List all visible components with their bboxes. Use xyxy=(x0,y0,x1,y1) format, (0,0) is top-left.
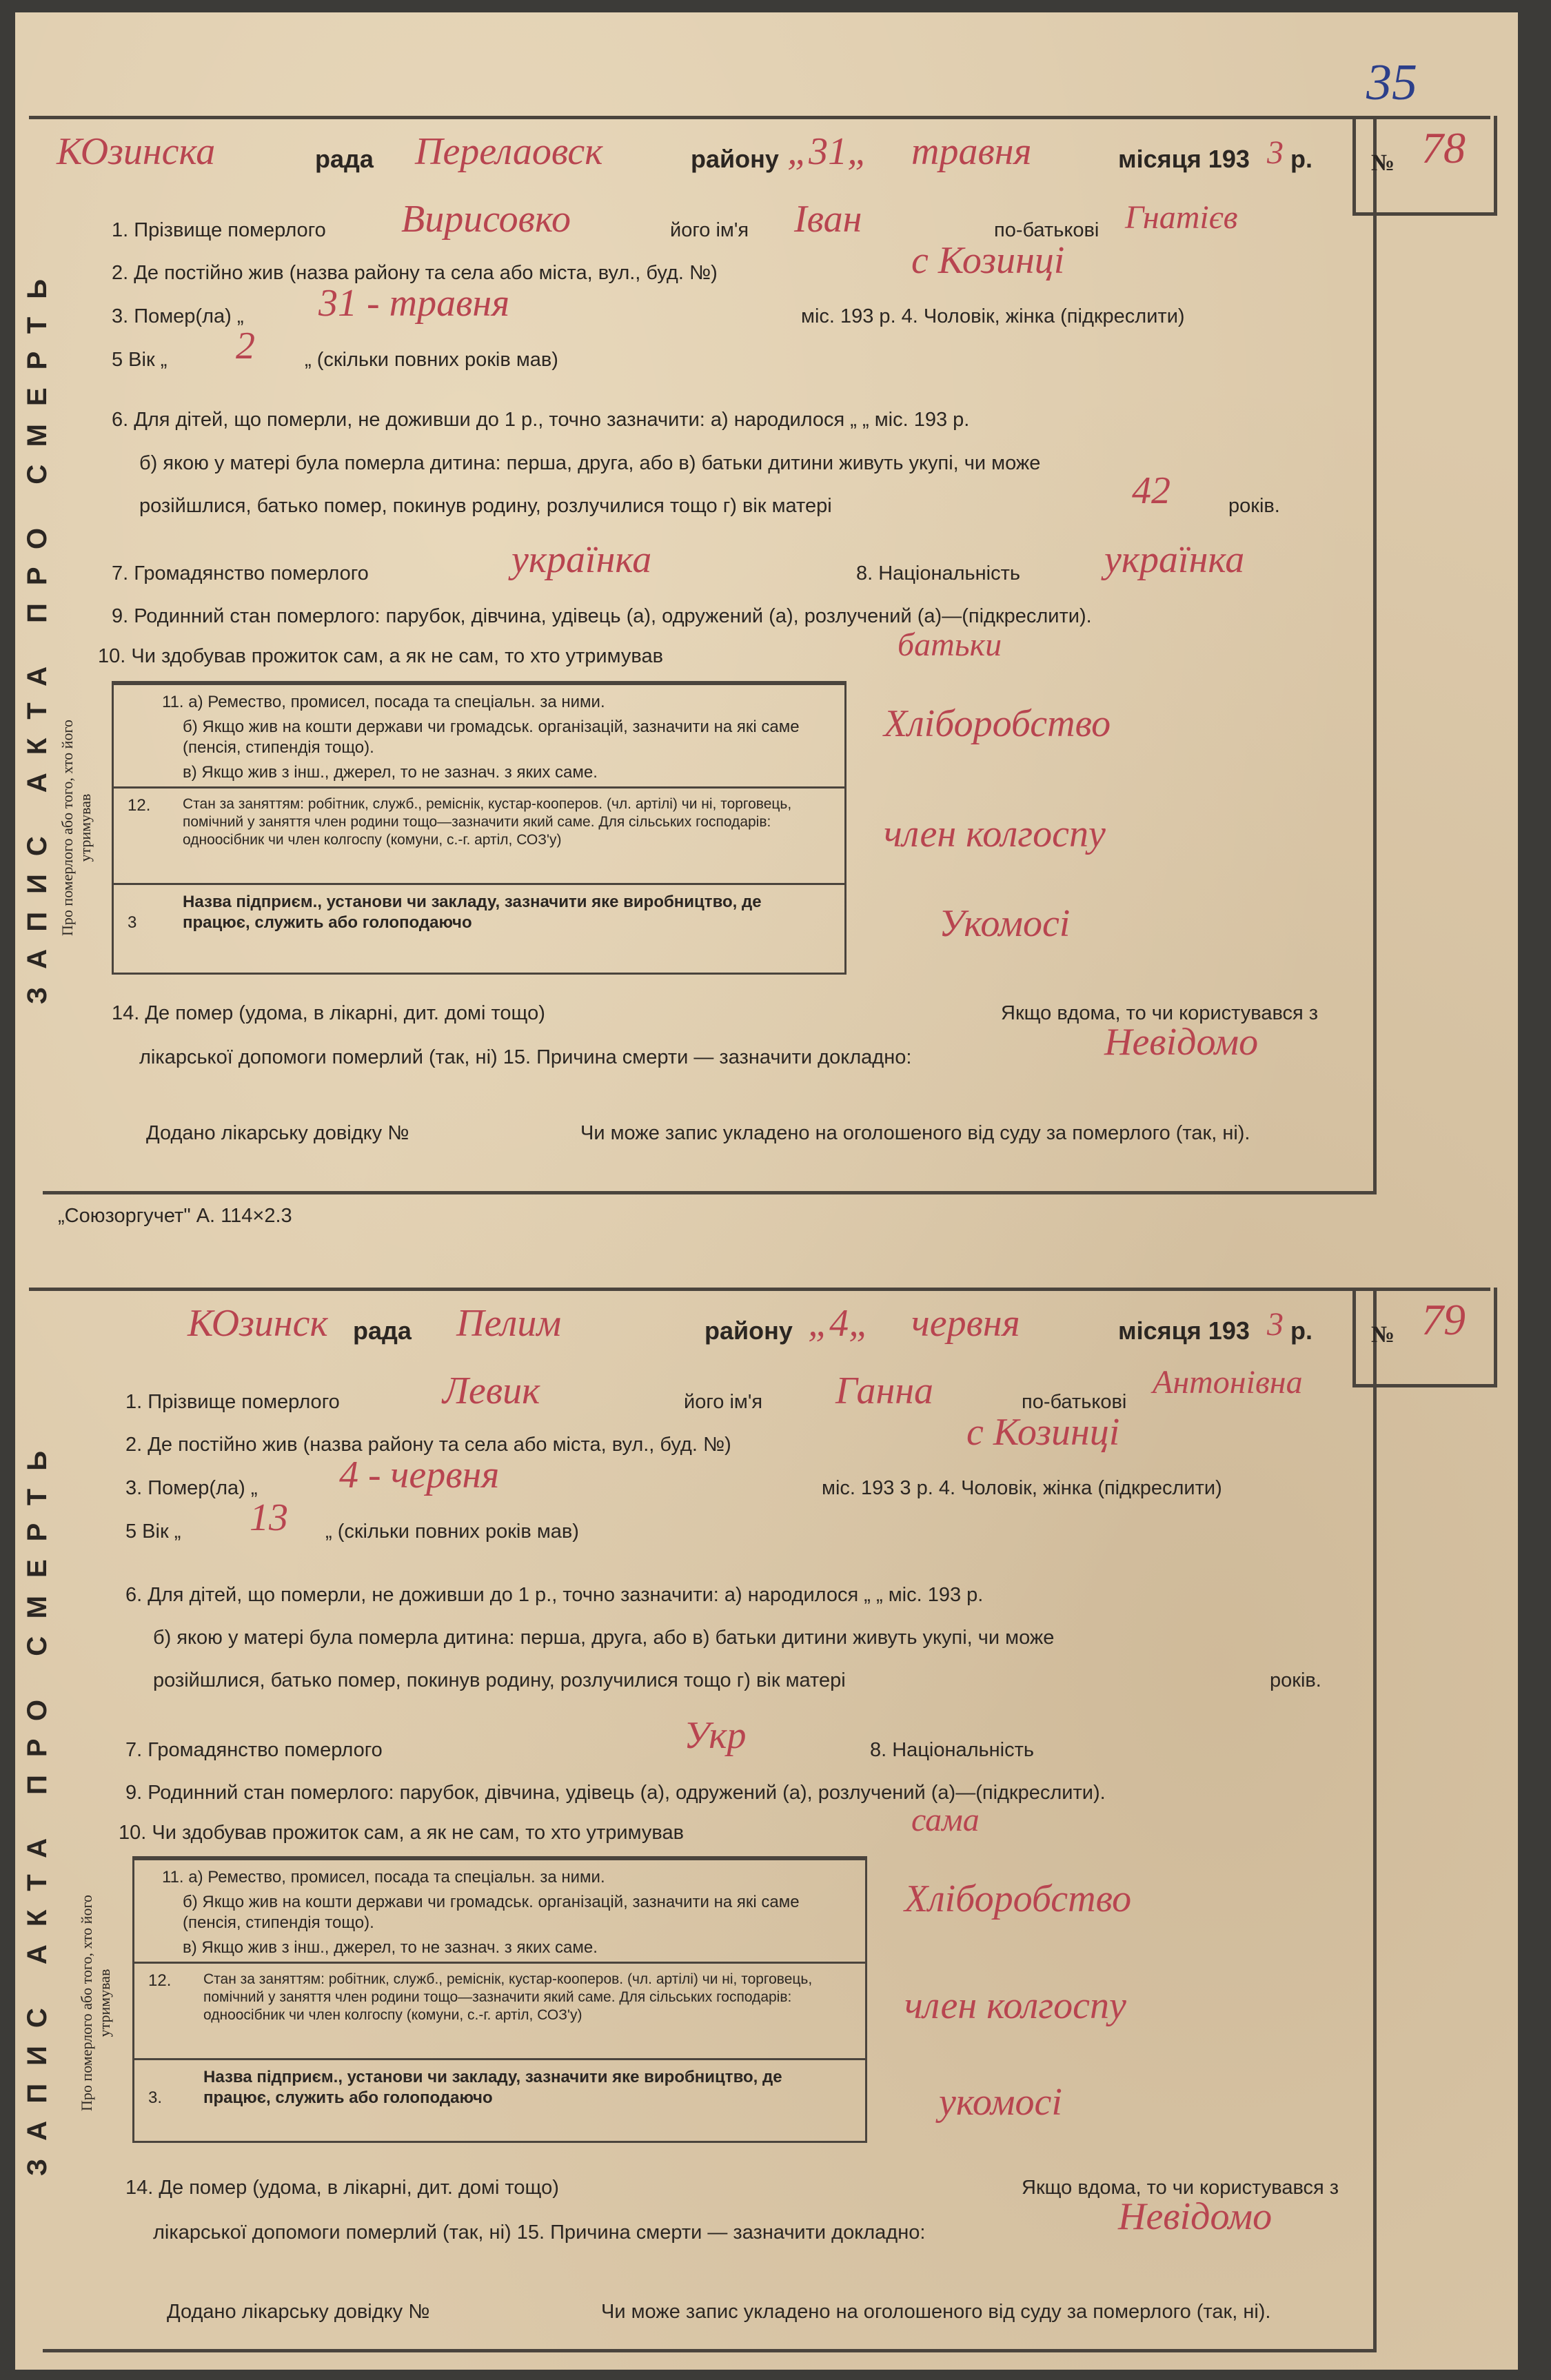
rada-handwritten: КОзинска xyxy=(57,130,216,173)
field-court: Чи може запис укладено на оголошеного від суду за померлого (так, ні). xyxy=(601,2301,1271,2323)
number-label: № xyxy=(1371,1322,1395,1347)
record-number: 79 xyxy=(1421,1295,1466,1344)
occupation-vertical-label: Про померлого або того, хто його утримував xyxy=(78,1895,113,2111)
field-support: 10. Чи здобував прожиток сам, а як не сам, то хто утримував xyxy=(119,1822,685,1844)
workplace-handwritten: укомосі xyxy=(939,2081,1062,2124)
field-name: його ім'я xyxy=(684,1391,763,1413)
year-handwritten: 3 xyxy=(1267,134,1284,171)
field-workplace: Назва підприєм., установи чи закладу, зазначити яке виробництво, де працює, служить або голоподаючо xyxy=(183,893,762,932)
patronymic-handwritten: Антонівна xyxy=(1153,1364,1303,1401)
region-handwritten: Пелим xyxy=(456,1302,562,1345)
status-handwritten: член колгоспу xyxy=(884,813,1106,855)
month-handwritten: травня xyxy=(911,130,1032,173)
death-record-card-1 xyxy=(22,116,1466,1194)
field-home-care: Якщо вдома, то чи користувався з xyxy=(1001,1002,1319,1024)
field-infant-parents: розійшлися, батько помер, покинув родину, розлучилися тощо г) вік матері xyxy=(139,495,832,517)
field-cause: лікарської допомоги померлий (так, ні) 15. Причина смерти — зазначити докладно: xyxy=(153,2221,926,2244)
field-court: Чи може запис укладено на оголошеного від суду за померлого (так, ні). xyxy=(580,1122,1250,1144)
field-years: років. xyxy=(1270,1669,1321,1691)
field-death-date: 3. Помер(ла) „ xyxy=(125,1477,258,1499)
surname-handwritten: Левик xyxy=(443,1370,540,1412)
field-citizenship: 7. Громадянство померлого xyxy=(112,562,369,584)
residence-handwritten: с Козинці xyxy=(966,1411,1120,1454)
field-patronymic: по-батькові xyxy=(1022,1391,1127,1413)
region-handwritten: Перелаовск xyxy=(415,130,603,173)
field-occupation-a: 11. а) Ремество, промисел, посада та спеціальн. за ними. xyxy=(162,693,605,711)
side-title: ЗАПИС АКТА ПРО СМЕРТЬ xyxy=(22,1433,52,2176)
day-handwritten: „31„ xyxy=(787,130,869,173)
field-occupation-a: 11. а) Ремество, промисел, посада та спеціальн. за ними. xyxy=(162,1868,605,1886)
support-handwritten: батьки xyxy=(898,627,1002,663)
field-nationality: 8. Національність xyxy=(856,562,1021,584)
age-handwritten: 2 xyxy=(236,325,255,367)
field-status-num: 12. xyxy=(128,796,151,815)
field-age-note: „ (скільки повних років мав) xyxy=(325,1520,579,1543)
archival-page xyxy=(15,12,1518,2370)
region-label: району xyxy=(704,1316,793,1345)
field-status: Стан за заняттям: робітник, служб., реміснік, кустар-кооперов. (чл. артілі) чи ні, торговець, помічний у заняття член родини тощо—зазначити який саме. Для сільських господарів: одноосібник чи член колгоспу (комуни, с.-г. артіл, СОЗ'у) xyxy=(183,796,792,848)
field-cause: лікарської допомоги померлий (так, ні) 15. Причина смерти — зазначити докладно: xyxy=(139,1046,912,1068)
record-number-box xyxy=(1352,1288,1497,1387)
day-handwritten: „4„ xyxy=(808,1302,871,1345)
occupation-vertical-label: Про померлого або того, хто його утримував xyxy=(59,720,94,936)
year-suffix: р. xyxy=(1290,1316,1312,1345)
field-residence: 2. Де постійно жив (назва району та села або міста, вул., буд. №) xyxy=(125,1434,731,1456)
field-surname: 1. Прізвище померлого xyxy=(112,219,326,241)
field-status: Стан за заняттям: робітник, служб., реміснік, кустар-кооперов. (чл. артілі) чи ні, торговець, помічний у заняття член родини тощо—зазначити який саме. Для сільських господарів: одноосібник чи член колгоспу (комуни, с.-г. артіл, СОЗ'у) xyxy=(203,1971,813,2023)
death-date-handwritten: 4 - червня xyxy=(339,1454,500,1496)
number-label: № xyxy=(1371,150,1395,176)
rada-handwritten: КОзинск xyxy=(187,1302,328,1345)
rada-label: рада xyxy=(353,1316,412,1345)
death-record-card-2 xyxy=(22,1288,1466,2352)
month-label: місяця 193 xyxy=(1118,1316,1250,1345)
field-surname: 1. Прізвище померлого xyxy=(125,1391,340,1413)
status-handwritten: член колгоспу xyxy=(904,1984,1126,2027)
field-occupation-c: в) Якщо жив з інш., джерел, то не зазнач. з яких саме. xyxy=(183,1938,598,1957)
year-handwritten: 3 xyxy=(1267,1306,1284,1343)
occupation-table xyxy=(59,681,847,975)
field-years: років. xyxy=(1228,495,1280,517)
field-patronymic: по-батькові xyxy=(994,219,1099,241)
death-date-handwritten: 31 - травня xyxy=(318,282,510,325)
field-marital: 9. Родинний стан померлого: парубок, дівчина, удівець (а), одружений (а), розлучений (а)—(підкреслити). xyxy=(125,1782,1106,1804)
field-citizenship: 7. Громадянство померлого xyxy=(125,1739,383,1761)
workplace-handwritten: Укомосі xyxy=(939,902,1071,945)
field-workplace-num: 3 xyxy=(128,913,137,932)
field-occupation-c: в) Якщо жив з інш., джерел, то не зазнач. з яких саме. xyxy=(183,763,598,782)
occupation-handwritten: Хліборобство xyxy=(884,702,1111,745)
field-place-of-death: 14. Де помер (удома, в лікарні, дит. домі тощо) xyxy=(125,2177,559,2199)
field-residence: 2. Де постійно жив (назва району та села або міста, вул., буд. №) xyxy=(112,262,718,284)
patronymic-handwritten: Гнатієв xyxy=(1125,199,1238,236)
field-occupation-b: б) Якщо жив на кошти держави чи громадськ. організацій, зазначити на які саме (пенсія, стипендія тощо). xyxy=(183,718,800,757)
citizenship-handwritten: українка xyxy=(511,538,652,581)
field-name: його ім'я xyxy=(670,219,749,241)
field-occupation-b: б) Якщо жив на кошти держави чи громадськ. організацій, зазначити на які саме (пенсія, стипендія тощо). xyxy=(183,1893,800,1932)
field-infant-birth: 6. Для дітей, що померли, не доживши до 1 р., точно зазначити: а) народилося „ „ міс. 193 р. xyxy=(125,1584,984,1606)
field-infant-order: б) якою у матері була померла дитина: перша, друга, або в) батьки дитини живуть укупі, чи може xyxy=(153,1627,1055,1649)
field-month-sex: міс. 193 р. 4. Чоловік, жінка (підкреслити) xyxy=(801,305,1185,327)
field-place-of-death: 14. Де помер (удома, в лікарні, дит. домі тощо) xyxy=(112,1002,545,1024)
field-death-date: 3. Помер(ла) „ xyxy=(112,305,244,327)
nationality-handwritten: українка xyxy=(1104,538,1245,581)
field-infant-birth: 6. Для дітей, що померли, не доживши до 1 р., точно зазначити: а) народилося „ „ міс. 193 р. xyxy=(112,409,970,431)
cause-handwritten: Невідомо xyxy=(1118,2195,1273,2238)
residence-handwritten: с Козинці xyxy=(911,239,1065,282)
printer-note: „Союзоргучет" А. 114×2.3 xyxy=(58,1205,292,1227)
sheet-number: 35 xyxy=(1366,54,1417,111)
age-handwritten: 13 xyxy=(250,1496,288,1539)
rada-label: рада xyxy=(315,145,374,173)
field-certificate: Додано лікарську довідку № xyxy=(167,2301,430,2323)
field-nationality: 8. Національність xyxy=(870,1739,1035,1761)
field-home-care: Якщо вдома, то чи користувався з xyxy=(1022,2177,1339,2199)
occupation-handwritten: Хліборобство xyxy=(904,1878,1132,1920)
field-workplace-num: 3. xyxy=(148,2088,163,2107)
field-age-note: „ (скільки повних років мав) xyxy=(305,349,558,371)
region-label: району xyxy=(691,145,779,173)
field-certificate: Додано лікарську довідку № xyxy=(146,1122,409,1144)
field-marital: 9. Родинний стан померлого: парубок, дівчина, удівець (а), одружений (а), розлучений (а)—(підкреслити). xyxy=(112,605,1092,627)
month-label: місяця 193 xyxy=(1118,145,1250,173)
year-suffix: р. xyxy=(1290,145,1312,173)
field-age: 5 Вік „ xyxy=(112,349,168,371)
field-workplace: Назва підприєм., установи чи закладу, зазначити яке виробництво, де працює, служить або голоподаючо xyxy=(203,2068,782,2107)
citizenship-handwritten: Укр xyxy=(684,1714,747,1757)
field-month-sex: міс. 193 3 р. 4. Чоловік, жінка (підкреслити) xyxy=(822,1477,1222,1499)
month-handwritten: червня xyxy=(911,1302,1020,1345)
field-infant-order: б) якою у матері була померла дитина: перша, друга, або в) батьки дитини живуть укупі, чи може xyxy=(139,452,1041,474)
field-age: 5 Вік „ xyxy=(125,1520,181,1543)
name-handwritten: Іван xyxy=(794,198,862,241)
support-handwritten: сама xyxy=(911,1802,980,1838)
mother-age-handwritten: 42 xyxy=(1132,469,1170,512)
occupation-table xyxy=(78,1856,867,2143)
surname-handwritten: Вирисовко xyxy=(401,198,571,241)
side-title: ЗАПИС АКТА ПРО СМЕРТЬ xyxy=(22,261,52,1004)
field-infant-parents: розійшлися, батько помер, покинув родину, розлучилися тощо г) вік матері xyxy=(153,1669,846,1691)
record-number: 78 xyxy=(1421,123,1466,172)
name-handwritten: Ганна xyxy=(835,1370,934,1412)
record-number-box xyxy=(1352,116,1497,216)
field-support: 10. Чи здобував прожиток сам, а як не сам, то хто утримував xyxy=(98,645,664,667)
field-status-num: 12. xyxy=(148,1971,172,1990)
cause-handwritten: Невідомо xyxy=(1104,1021,1259,1064)
